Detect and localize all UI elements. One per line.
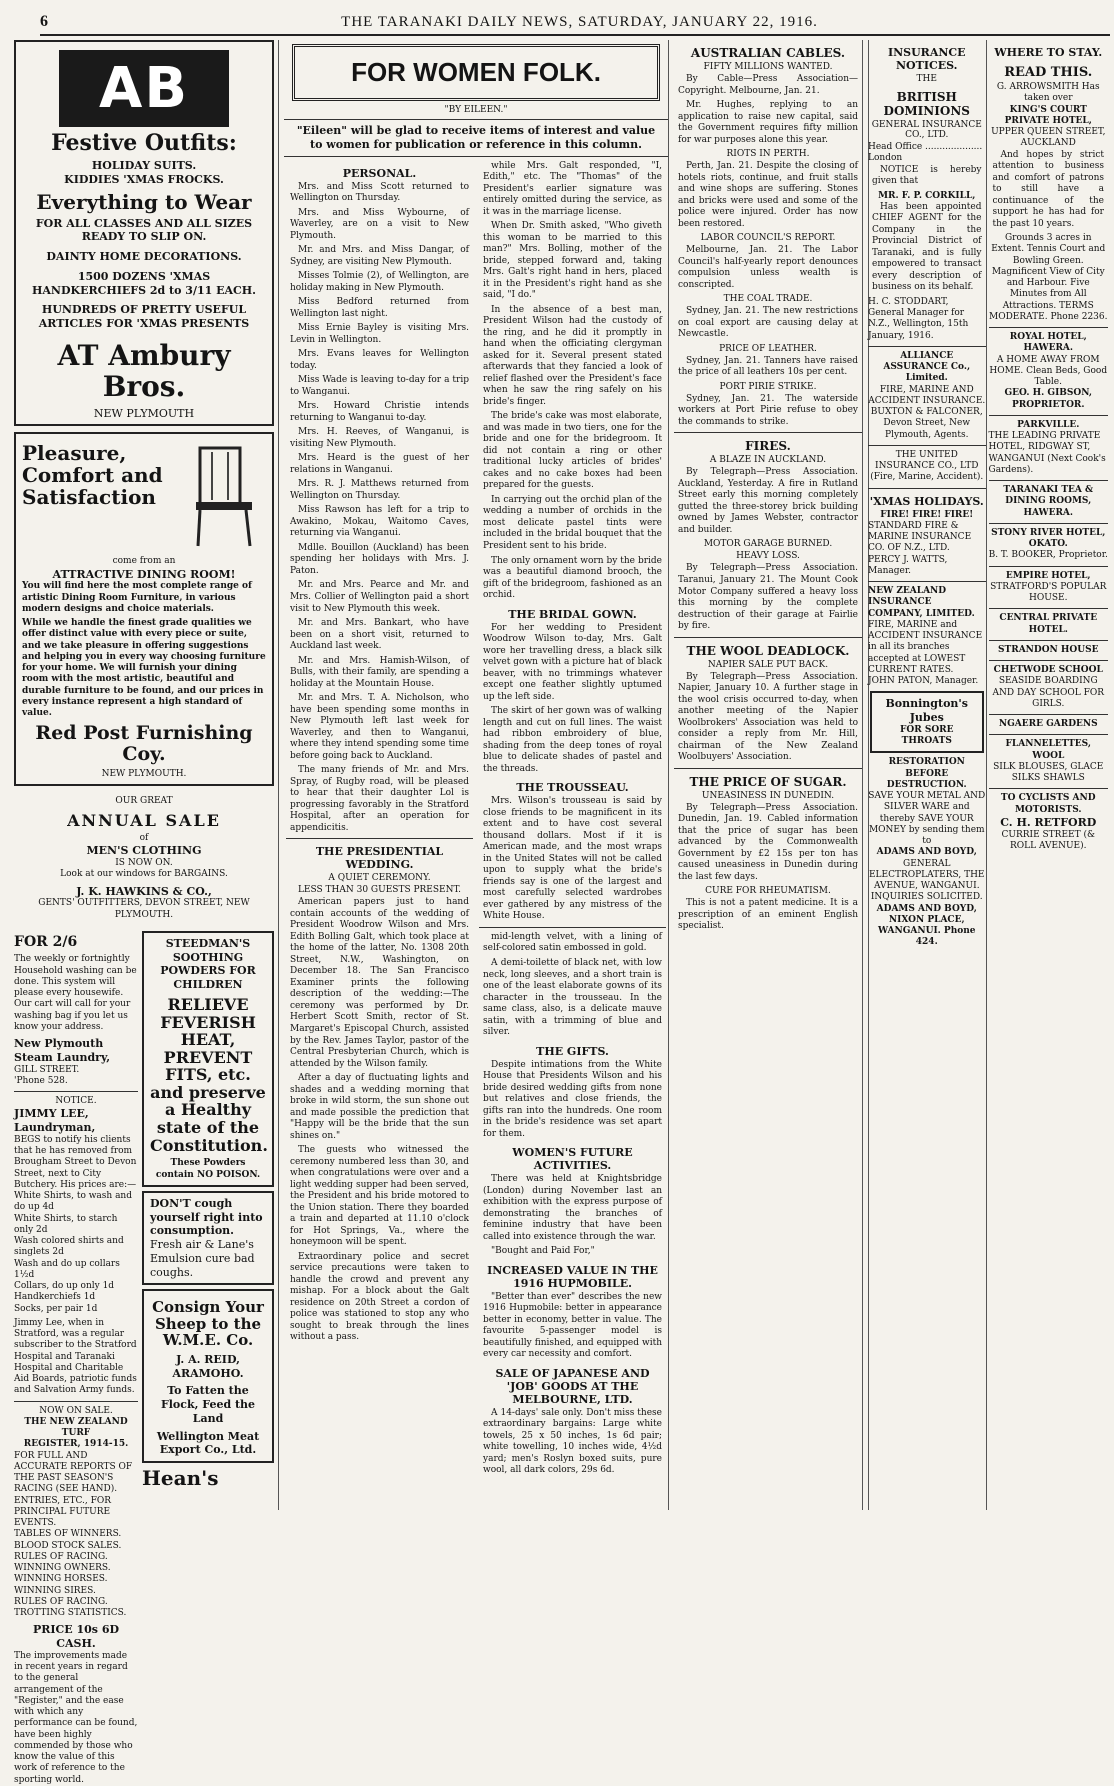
chair-illustration (186, 442, 266, 552)
page-number: 6 (40, 13, 49, 30)
cables-column: AUSTRALIAN CABLES. FIFTY MILLIONS WANTED. By Cable—Press Association—Copyright. Melbourne, Jan. 21. Mr. Hughes, replying to an application to raise new capital, said the Government requires fifty million for war purposes alone this year. RIOTS IN PERTH. Perth, Jan. 21. Despite the closing of hotels riots, continue, and fruit stalls and wine shops are suffering. Stones and bricks were used and some of the police were injured. Order has now been restored. LABOR COUNCIL'S REPORT. Melbourne, Jan. 21. The Labor Council's half-yearly report denounces compulsion unless wealth is conscripted. THE COAL TRADE. Sydney, Jan. 21. The new restrictions on coal export are causing delay at Newcastle. PRICE OF LEATHER. Sydney, Jan. 21. Tanners have raised the price of all leathers 10s per cent. PORT PIRIE STRIKE. Sydney, Jan. 21. The waterside workers at Port Pirie refuse to obey the commands to strike. FIRES. A BLAZE IN AUCKLAND. By Telegraph—Press Association. Auckland, Yesterday. A fire in Rutland Street early this morning completely gutted the three-storey brick building owned by James Webster, contractor and builder. MOTOR GARAGE BURNED. HEAVY LOSS. By Telegraph—Press Association. Taranui, January 21. The Mount Cook Motor Company suffered a heavy loss this morning by the complete destruction of their garage at Fairlie by fire. THE WOOL DEADLOCK. NAPIER SALE PUT BACK. By Telegraph—Press Association. Napier, January 10. A further stage in the wool crisis occurred to-day, when another meeting of the Napier Woolbrokers' Association was held to consider a reply from Mr. Hill, chairman of the New Zealand Woolbuyers' Association. THE PRICE OF SUGAR. UNEASINESS IN DUNEDIN. By Telegraph—Press Association. Dunedin, Jan. 19. Cabled information that the price of sugar has been advanced by the Commonwealth Government by £2 15s per ton has caused uneasiness in Dunedin during the last few days. CURE FOR RHEUMATISM. This is not a patent medicine. It is a prescription of an eminent English specialist. (674, 40, 863, 1510)
ambury-bros-ad: AB Festive Outfits: HOLIDAY SUITS. KIDDIES 'XMAS FROCKS. Everything to Wear FOR ALL CLASSES AND ALL SIZES READY TO SLIP ON. DAINTY HOME DECORATIONS. 1500 DOZENS 'XMAS HANDKERCHIEFS 2d to 3/11 EACH. HUNDREDS OF PRETTY USEFUL ARTICLES FOR 'XMAS PRESENTS AT Ambury Bros. NEW PLYMOUTH (14, 40, 274, 426)
right-columns (868, 40, 1108, 1510)
steedman-ad: STEEDMAN'S SOOTHING POWDERS FOR CHILDREN RELIEVE FEVERISH HEAT, PREVENT FITS, etc. and preserve a Healthy state of the Constitution. These Powders contain NO POISON. (142, 931, 274, 1187)
hawkins-sale-ad: OUR GREAT ANNUAL SALE of MEN'S CLOTHING IS NOW ON. Look at our windows for BARGAINS. J. K. HAWKINS & CO., GENTS' OUTFITTERS, DEVON STREET, NEW PLYMOUTH. (38, 796, 250, 920)
bonnington-ad: Bonnington's Jubes FOR SORE THROATS (870, 691, 984, 753)
for-women-folk-column: FOR WOMEN FOLK. "BY EILEEN." "Eileen" will be glad to receive items of interest and value to women for publication or reference in this column. PERSONAL. Mrs. and Miss Scott returned to Wellington on Thursday. Mrs. and Miss Wybourne, of Waverley, are on a visit to New Plymouth. Mr. and Mrs. and Miss Dangar, of Sydney, are visiting New Plymouth. Misses Tolmie (2), of Wellington, are holiday making in New Plymouth. Miss Bedford returned from Wellington last night. Miss Ernie Bayley is visiting Mrs. Levin in Wellington. Mrs. Evans leaves for Wellington today. Miss Wade is leaving to-day for a trip to Wanganui. Mrs. Howard Christie intends returning to Wanganui to-day. Mrs. H. Reeves, of Wanganui, is visiting New Plymouth. Mrs. Heard is the guest of her relations in Wanganui. Mrs. R. J. Matthews returned from Wellington on Thursday. Miss Rawson has left for a trip to Awakino, Mokau, Waitomo Caves, returning via Wanganui. Mdlle. Bouillon (Auckland) has been spending her holidays with Mrs. J. Paton. Mr. and Mrs. Pearce and Mr. and Mrs. Collier of Wellington paid a short visit to New Plymouth this week. Mr. and Mrs. Bankart, who have been on a short visit, returned to Auckland last week. Mr. and Mrs. Hamish-Wilson, of Bulls, with their family, are spending a holiday at the Mountain House. Mr. and Mrs. T. A. Nicholson, who have been spending some months in New Plymouth left last week for Waverley, and then to Wanganui, where they intend spending some time before going back to Auckland. The many friends of Mr. and Mrs. Spray, of Rugby road, will be pleased to hear that their daughter Lol is progressing favorably in the Stratford Hospital, after an operation for appendicitis. THE PRESIDENTIAL WEDDING. A QUIET CEREMONY. LESS THAN 30 GUESTS PRESENT. American papers just to hand contain accounts of the wedding of President Woodrow Wilson and Mrs. Edith Bolling Galt, which took place at the home of the latter, No. 1308 20th Street, N.W., Washington, on December 18. The San Francisco Examiner prints the following description of the wedding:—The ceremony was performed by Dr. Herbert Scott Smith, rector of St. Margaret's Episcopal Church, assisted by the Rev. James Taylor, pastor of the Central Presbyterian Church, which is attended by the Wilson family. After a day of fluctuating lights and shades and a wedding morning that broke in wild storm, the sun shone out and made possible the prediction that "Happy will be the bride that the sun shines on." The guests who witnessed the ceremony numbered less than 30, and when congratulations were over and a light wedding supper had been served, the President and his bride motored to the Union station. There they boarded a train and departed at 11.10 o'clock for Hot Springs, Va., where the honeymoon will be spent. Extraordinary police and secret service precautions were taken to handle the crowd and prevent any mishap. For a block about the Galt residence on 20th Street a cordon of police was stationed to stop any who sought to break through the lines without a pass. while Mrs. Galt responded, "I, Edith," etc. The "Thomas" of the President's earlier signature was entirely omitted during the service, as it was in the marriage license. When Dr. Smith asked, "Who giveth this woman to be married to this man?" Mrs. Bolling, mother of the bride, stepped forward and, taking Mrs. Galt's right hand in hers, placed it in the President's right hand as she said, "I do." In the absence of a best man, President Wilson had the custody of the ring, and he did it promptly in hand when the officiating clergyman asked for it. Several present stated afterwards that they fancied a look of relief flashed over the President's face when he saw the ring safely on his bride's finger. The bride's cake was most elaborate, and was made in two tiers, one for the bride and one for the bridegroom. It did not contain a ring or other traditional lucky articles of brides' cakes and no cake boxes had been prepared for the guests. In carrying out the orchid plan of the wedding a number of orchids in the most delicate pastel tints were included in the bridal bouquet that the President sent to his bride. The only ornament worn by the bride was a beautiful diamond brooch, the gift of the bridegroom, fashioned as an orchid. THE BRIDAL GOWN. For her wedding to President Woodrow Wilson to-day, Mrs. Galt wore her travelling dress, a black silk velvet gown with a picture hat of black beaver, with no trimmings whatever except one feather slightly uptumed up the left side. The skirt of her gown was of walking length and cut on full lines. The waist had ribbon embroidery of blue, shading from the deep tones of royal blue to delicate shades of pastel and the threads. THE TROUSSEAU. Mrs. Wilson's trousseau is said by close friends to be magnificent in its extent and to have cost several thousand dollars. Most if it is American made, and the most wraps in the United States will not be called upon to supply what the bride's friends say is one of the largest and most carefully selected wardrobes ever gathered by any mistress of the White House. mid-length velvet, with a lining of self-colored satin embossed in gold. A demi-toilette of black net, with low neck, long sleeves, and a short train is one of the least elaborate gowns of its character in the trousseau. In the same class, also, is a delicate mauve satin, with a trimming of blue and silver. THE GIFTS. Despite intimations from the White House that Presidents Wilson and his bride desired wedding gifts from none but relatives and close friends, the gifts ran into the hundreds. One room in the bride's residence was set apart for them. WOMEN'S FUTURE ACTIVITIES. There was held at Knightsbridge (London) during November last an exhibition with the express purpose of demonstrating the branches of feminine industry that have been called into existence through the war. "Bought and Paid For," INCREASED VALUE IN THE 1916 HUPMOBILE. "Better than ever" describes the new 1916 Hupmobile: better in appearance better in economy, better in value. The favourite 5-passenger model is beautifully finished, and equipped with every car necessity and comfort. SALE OF JAPANESE AND 'JOB' GOODS AT THE MELBOURNE, LTD. A 14-days' sale only. Don't miss these extraordinary bargains: Large white towels, 25 x 50 inches, 1s 6d pair; white towelling, 10 inches wide, 4½d yard; men's Roslyn boxed suits, pure wool, all dark colors, 29s 6d. (284, 40, 669, 1510)
section-title: FOR WOMEN FOLK. (292, 44, 660, 101)
insurance-notices: INSURANCE NOTICES. THE BRITISH DOMINIONS GENERAL INSURANCE CO., LTD. Head Office .................... London NOTICE is hereby given that MR. F. P. CORKILL, Has been appointed CHIEF AGENT for the Company in the Provincial District of Taranaki, and is fully empowered to transact every description of business on its behalf. H. C. STODDART, General Manager for N.Z., Wellington, 15th January, 1916. ALLIANCE ASSURANCE Co., Limited. FIRE, MARINE AND ACCIDENT INSURANCE. BUXTON & FALCONER, Devon Street, New Plymouth, Agents. THE UNITED INSURANCE CO., LTD (Fire, Marine, Accident). 'XMAS HOLIDAYS. FIRE! FIRE! FIRE! STANDARD FIRE & MARINE INSURANCE CO. OF N.Z., LTD. PERCY J. WATTS, Manager. NEW ZEALAND INSURANCE COMPANY, LIMITED. FIRE, MARINE and ACCIDENT INSURANCE in all its branches accepted at LOWEST CURRENT RATES. JOHN PATON, Manager. Bonnington's Jubes FOR SORE THROATS RESTORATION BEFORE DESTRUCTION. SAVE YOUR METAL AND SILVER WARE and thereby SAVE YOUR MONEY by sending them to ADAMS AND BOYD, GENERAL ELECTROPLATERS, THE AVENUE, WANGANUI. INQUIRIES SOLICITED. ADAMS AND BOYD, NIXON PLACE, WANGANUI. Phone 424. (868, 40, 987, 1510)
red-post-furnishing-ad: Pleasure, Comfort and Satisfaction come from an ATTRACTIVE DINING ROOM! You will find here the most complete range of artistic Dining Room Furniture, in various modern designs and choice materials. While we handle the finest grade qualities we offer distinct value with every piece or suite, and we take pleasure in offering suggestions and helping you in every way choosing furniture for your home. We will furnish your dining room with the most artistic, beautiful and durable furniture to be found, and our prices in every instance represent a high standard of value. Red Post Furnishing Coy. NEW PLYMOUTH. (14, 432, 274, 786)
lane-emulsion-ad: DON'T cough yourself right into consumption. Fresh air & Lane's Emulsion cure bad coughs. (142, 1191, 274, 1286)
advertisement-column-left (10, 40, 279, 1785)
ad-headline: Festive Outfits: (51, 130, 237, 156)
editor-note: "Eileen" will be glad to receive items of interest and value to women for publication or reference in this column. (296, 124, 656, 151)
ab-logo: AB (59, 50, 229, 127)
newspaper-title: THE TARANAKI DAILY NEWS, SATURDAY, JANUARY 22, 1916. (341, 13, 818, 30)
byline: "BY EILEEN." (444, 105, 508, 115)
ads-row: FOR 2/6 The weekly or fortnightly Household washing can be done. This system will please every housewife. Our cart will call for your washing bag if you let us know your address. New Plymouth Steam Laundry, GILL STREET. 'Phone 528. NOTICE. JIMMY LEE, Laundryman, BEGS to notify his clients that he has removed from Brougham Street to Devon Street, next to City Butchery. His prices are:— White Shirts, to wash and do up 4d White Shirts, to starch only 2d Wash colored shirts and singlets 2d Wash and do up collars 1½d Collars, do up only 1d Handkerchiefs 1d Socks, per pair 1d Jimmy Lee, when in Stratford, was a regular subscriber to the Stratford Hospital and Taranaki Hospital and Charitable Aid Boards, patriotic funds and Salvation Army funds. NOW ON SALE. THE NEW ZEALAND TURF REGISTER, 1914-15. FOR FULL AND ACCURATE REPORTS OF THE PAST SEASON'S RACING (SEE HAND). ENTRIES, ETC., FOR PRINCIPAL FUTURE EVENTS. TABLES OF WINNERS. BLOOD STOCK SALES. RULES OF RACING. WINNING OWNERS. WINNING HORSES. WINNING SIRES. RULES OF RACING. TROTTING STATISTICS. PRICE 10s 6D CASH. The improvements made in recent years in regard to the general arrangement of the "Register," and the ease with which any performance can be found, have been highly commended by those who know the value of this work of reference to the sporting world. STEEDMAN'S SOOTHING POWDERS FOR CHILDREN RELIEVE FEVERISH HEAT, PREVENT FITS, etc. and preserve a Healthy state of the Constitution. These Powders contain NO POISON. DON'T cough yourself right into consumption. Fresh air & Lane's Emulsion cure bad coughs. Consign Your Sheep to the W.M.E. Co. J. A. REID, ARAMOHO. To Fatten the Flock, Feed the Land Wellington Meat Export Co., Ltd. Hean's (10, 931, 278, 1786)
where-to-stay: WHERE TO STAY. READ THIS. G. ARROWSMITH Has taken over KING'S COURT PRIVATE HOTEL, UPPER QUEEN STREET, AUCKLAND And hopes by strict attention to business and comfort of patrons to still have a continuance of the support he has had for the past 10 years. Grounds 3 acres in Extent. Tennis Court and Bowling Green. Magnificent View of City and Harbour. Five Minutes from All Attractions. TERMS MODERATE. Phone 2236. ROYAL HOTEL, HAWERA. A HOME AWAY FROM HOME. Clean Beds, Good Table. GEO. H. GIBSON, PROPRIETOR. PARKVILLE. THE LEADING PRIVATE HOTEL, RIDGWAY ST, WANGANUI (Next Cook's Gardens). TARANAKI TEA & DINING ROOMS, HAWERA. STONY RIVER HOTEL, OKATO. B. T. BOOKER, Proprietor. EMPIRE HOTEL, STRATFORD'S POPULAR HOUSE. CENTRAL PRIVATE HOTEL. STRANDON HOUSE CHETWODE SCHOOL SEASIDE BOARDING AND DAY SCHOOL FOR GIRLS. NGAERE GARDENS FLANNELETTES, WOOL SILK BLOUSES, GLACE SILKS SHAWLS TO CYCLISTS AND MOTORISTS. C. H. RETFORD CURRIE STREET (& ROLL AVENUE). (988, 46, 1108, 851)
heans-ad: Hean's (142, 1466, 219, 1490)
wme-ad: Consign Your Sheep to the W.M.E. Co. J. A. REID, ARAMOHO. To Fatten the Flock, Feed the Land Wellington Meat Export Co., Ltd. (142, 1289, 274, 1463)
laundry-price: FOR 2/6 (14, 933, 78, 950)
masthead (40, 10, 1110, 36)
